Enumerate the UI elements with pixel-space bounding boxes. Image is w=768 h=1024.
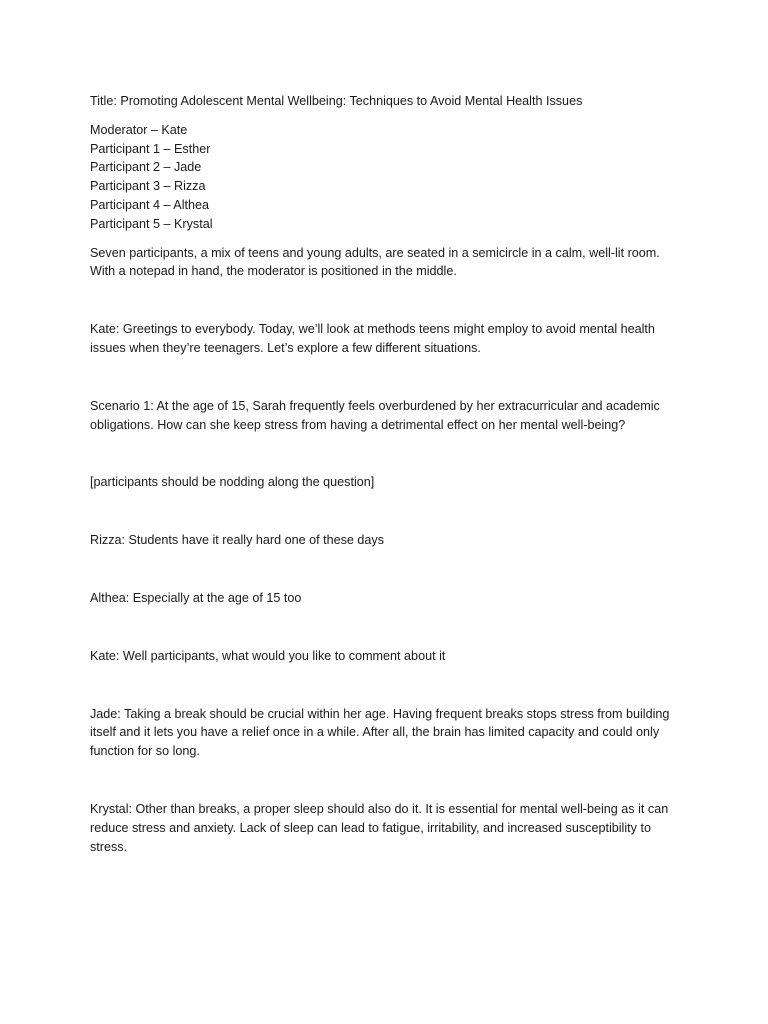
cast-participant-1: Participant 1 – Esther (90, 141, 211, 156)
cast-participant-2: Participant 2 – Jade (90, 160, 202, 175)
dialogue-kate-intro: Kate: Greetings to everybody. Today, we’ll look at methods teens might employ to avoid mental health issues when they’re teenagers. Let’s explore a few different situations. (90, 322, 655, 355)
cast-participant-5: Participant 5 – Krystal (90, 216, 213, 231)
dialogue-kate-prompt: Kate: Well participants, what would you like to comment about it (90, 648, 446, 663)
dialogue-jade: Jade: Taking a break should be crucial within her age. Having frequent breaks stops stress from building itself and it lets you have a relief once in a while. After all, the brain has limited capacity and could only function for so long. (90, 706, 670, 759)
document-page (90, 92, 680, 856)
dialogue-krystal: Krystal: Other than breaks, a proper sleep should also do it. It is essential for mental well-being as it can reduce stress and anxiety. Lack of sleep can lead to fatigue, irritability, and increased susceptibility to stress. (90, 801, 669, 854)
dialogue-althea: Althea: Especially at the age of 15 too (90, 590, 302, 605)
cast-participant-3: Participant 3 – Rizza (90, 179, 206, 194)
cast-moderator: Moderator – Kate (90, 122, 188, 137)
scenario-1: Scenario 1: At the age of 15, Sarah frequently feels overburdened by her extracurricular and academic obligations. How can she keep stress from having a detrimental effect on her mental well-being? (90, 398, 660, 432)
cast-participant-4: Participant 4 – Althea (90, 197, 210, 212)
stage-direction: [participants should be nodding along the question] (90, 475, 375, 490)
setting-paragraph: Seven participants, a mix of teens and young adults, are seated in a semicircle in a calm, well-lit room. With a notepad in hand, the moderator is positioned in the middle. (90, 245, 660, 279)
document-title: Title: Promoting Adolescent Mental Wellbeing: Techniques to Avoid Mental Health Issues (90, 94, 583, 108)
dialogue-rizza: Rizza: Students have it really hard one of these days (90, 533, 385, 548)
cast-list (90, 121, 680, 234)
